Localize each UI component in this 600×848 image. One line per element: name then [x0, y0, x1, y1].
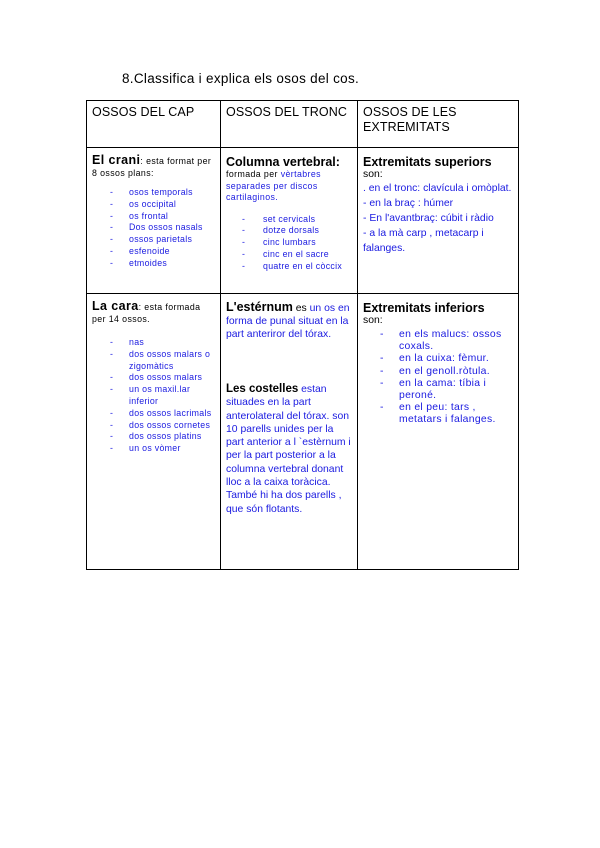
list-item: - en la cama: tíbia i peroné.	[363, 378, 514, 402]
ext-inf-heading: Extremitats inferiors	[363, 301, 485, 315]
cell-ext-sup	[358, 148, 519, 294]
columna-desc-black: formada per	[226, 169, 281, 179]
ext-inf-son: son:	[363, 315, 383, 326]
esternum-heading: L'estérnum	[226, 300, 293, 314]
list-item: - cinc en el sacre	[226, 249, 353, 261]
crani-desc: : esta format per 8 ossos plans:	[92, 156, 212, 178]
list-item: - en la cuixa: fèmur.	[363, 353, 514, 365]
header-row	[87, 101, 519, 148]
ext-sup-son: son:	[363, 169, 383, 180]
list-item: - cinc lumbars	[226, 237, 353, 249]
list-item: - etmoides	[92, 258, 216, 270]
list-item: - dotze dorsals	[226, 225, 353, 237]
list-item: - os occipital	[92, 199, 216, 211]
cara-heading: La cara	[92, 299, 139, 313]
list-item: - en el peu: tars , metatars i falanges.	[363, 402, 514, 426]
list-item: - dos ossos lacrimals	[92, 408, 216, 420]
header-cap: OSSOS DEL CAP	[87, 101, 221, 148]
cell-columna	[221, 148, 358, 294]
list-item: - nas	[92, 337, 216, 349]
list-item: - set cervicals	[226, 214, 353, 226]
page-title: 8.Classifica i explica els osos del cos.	[122, 71, 360, 86]
list-item: - os frontal	[92, 211, 216, 223]
esternum-es: es	[292, 303, 307, 314]
bones-classification-table	[86, 100, 519, 570]
cell-crani	[87, 148, 221, 294]
crani-heading: El crani	[92, 153, 141, 167]
costelles-desc-blue: estan	[298, 384, 327, 395]
columna-desc-blue: vèrtabres separades per discos cartilaginos.	[226, 169, 321, 202]
columna-heading: Columna vertebral:	[226, 155, 340, 169]
header-extremitats: OSSOS DE LES EXTREMITATS	[358, 101, 519, 148]
list-item: - osos temporals	[92, 187, 216, 199]
cell-tronc-2	[221, 294, 358, 570]
list-item: - un os vòmer	[92, 443, 216, 455]
list-item: - en el genoll.ròtula.	[363, 366, 514, 378]
columna-list	[226, 214, 353, 273]
list-item: - en els malucs: ossos coxals.	[363, 329, 514, 353]
list-item: - Dos ossos nasals	[92, 222, 216, 234]
row-2	[87, 294, 519, 570]
cara-desc: : esta formada per 14 ossos.	[92, 302, 201, 324]
ext-sup-line: . en el tronc: clavícula i omòplat.	[363, 183, 512, 194]
ext-inf-list	[363, 329, 514, 427]
cara-list	[92, 337, 216, 455]
list-item: - quatre en el còccix	[226, 261, 353, 273]
list-item: - dos ossos platins	[92, 431, 216, 443]
header-tronc: OSSOS DEL TRONC	[221, 101, 358, 148]
list-item: - dos ossos cornetes	[92, 420, 216, 432]
costelles-heading: Les costelles	[226, 383, 299, 395]
list-item: - ossos parietals	[92, 234, 216, 246]
costelles-desc: situades en la part anterolateral del tórax. son 10 parells unides per la part anterior a l `estèrnum i per la part posterior a la columna vertebral donant lloc a la caixa toràcica. També hi ha dos parells , que són flotants.	[226, 397, 351, 515]
crani-list	[92, 187, 216, 270]
cell-ext-inf	[358, 294, 519, 570]
ext-sup-heading: Extremitats superiors	[363, 155, 492, 169]
list-item: - un os maxil.lar inferior	[92, 384, 216, 408]
ext-sup-line: - a la mà carp , metacarp i falanges.	[363, 228, 484, 254]
list-item: - esfenoide	[92, 246, 216, 258]
row-1	[87, 148, 519, 294]
esternum-desc: un os en forma de punal situat en la part anteriror del tórax.	[226, 303, 350, 340]
cell-cara	[87, 294, 221, 570]
ext-sup-line: - en la braç : húmer	[363, 198, 454, 209]
list-item: - dos ossos malars	[92, 372, 216, 384]
ext-sup-line: - En l'avantbraç: cúbit i ràdio	[363, 213, 494, 224]
list-item: - dos ossos malars o zigomàtics	[92, 349, 216, 373]
